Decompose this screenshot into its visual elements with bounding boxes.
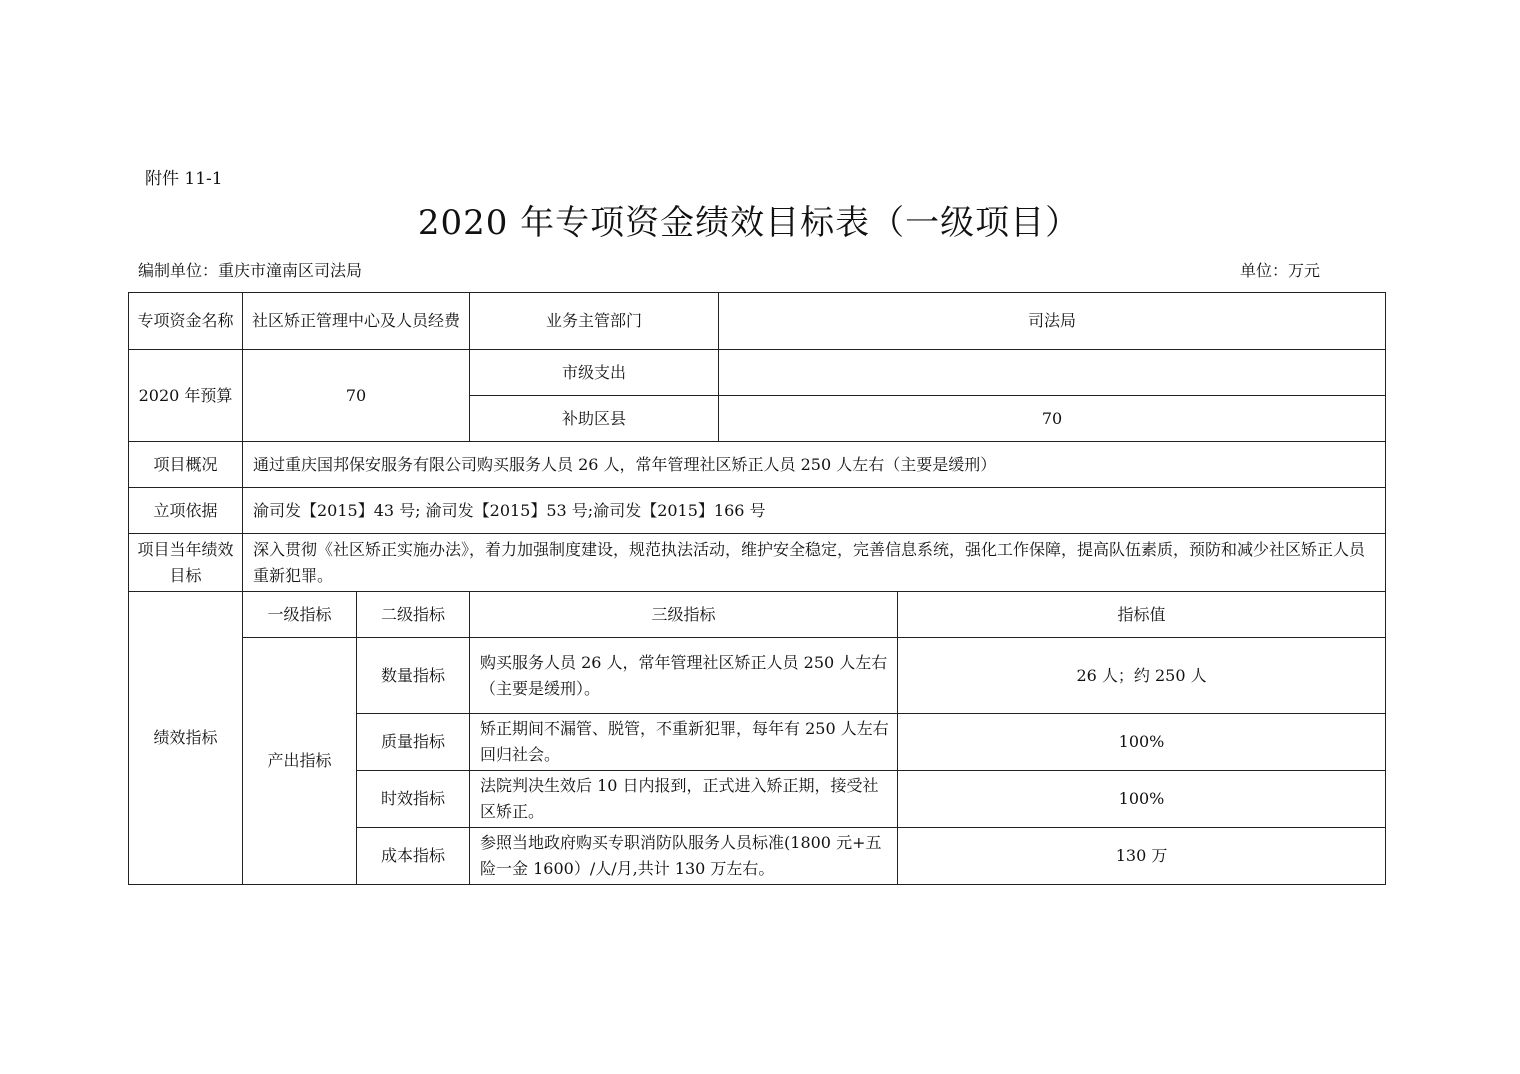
budget-value: 70 (243, 350, 470, 442)
performance-target-table (128, 292, 1386, 885)
fund-name-value: 社区矫正管理中心及人员经费 (243, 293, 470, 350)
annual-goal-label: 项目当年绩效目标 (129, 534, 243, 592)
table-row (129, 534, 1386, 592)
city-expense-label: 市级支出 (470, 350, 719, 396)
overview-value: 通过重庆国邦保安服务有限公司购买服务人员 26 人，常年管理社区矫正人员 250 人左右（主要是缓刑） (243, 442, 1386, 488)
col-header-level2: 二级指标 (357, 592, 470, 638)
compiling-unit: 编制单位：重庆市潼南区司法局 (138, 261, 363, 280)
fund-name-label: 专项资金名称 (129, 293, 243, 350)
page-title: 2020 年专项资金绩效目标表（一级项目） (417, 203, 1081, 243)
department-value: 司法局 (719, 293, 1386, 350)
col-header-level1: 一级指标 (243, 592, 357, 638)
table-row (129, 592, 1386, 638)
table-row (129, 638, 1386, 714)
col-header-value: 指标值 (898, 592, 1386, 638)
level1-output: 产出指标 (243, 638, 357, 885)
basis-label: 立项依据 (129, 488, 243, 534)
budget-label: 2020 年预算 (129, 350, 243, 442)
overview-label: 项目概况 (129, 442, 243, 488)
level2-cell: 时效指标 (357, 771, 470, 828)
county-subsidy-value: 70 (719, 396, 1386, 442)
county-subsidy-label: 补助区县 (470, 396, 719, 442)
table-row (129, 488, 1386, 534)
attachment-label: 附件 11-1 (145, 169, 223, 189)
indicators-label: 绩效指标 (129, 592, 243, 885)
basis-value: 渝司发【2015】43 号; 渝司发【2015】53 号;渝司发【2015】166 号 (243, 488, 1386, 534)
table-row (129, 293, 1386, 350)
level2-cell: 质量指标 (357, 714, 470, 771)
table-row (129, 350, 1386, 396)
value-cell: 130 万 (898, 828, 1386, 885)
city-expense-value (719, 350, 1386, 396)
currency-unit: 单位：万元 (1240, 261, 1321, 280)
level2-cell: 数量指标 (357, 638, 470, 714)
level2-cell: 成本指标 (357, 828, 470, 885)
level3-cell: 矫正期间不漏管、脱管，不重新犯罪，每年有 250 人左右回归社会。 (470, 714, 898, 771)
table-row (129, 442, 1386, 488)
level3-cell: 法院判决生效后 10 日内报到，正式进入矫正期，接受社区矫正。 (470, 771, 898, 828)
value-cell: 100% (898, 714, 1386, 771)
level3-cell: 购买服务人员 26 人，常年管理社区矫正人员 250 人左右（主要是缓刑）。 (470, 638, 898, 714)
annual-goal-value: 深入贯彻《社区矫正实施办法》，着力加强制度建设，规范执法活动，维护安全稳定，完善信息系统，强化工作保障，提高队伍素质，预防和减少社区矫正人员重新犯罪。 (243, 534, 1386, 592)
col-header-level3: 三级指标 (470, 592, 898, 638)
level3-cell: 参照当地政府购买专职消防队服务人员标准(1800 元+五险一金 1600）/人/月,共计 130 万左右。 (470, 828, 898, 885)
department-label: 业务主管部门 (470, 293, 719, 350)
value-cell: 26 人；约 250 人 (898, 638, 1386, 714)
value-cell: 100% (898, 771, 1386, 828)
